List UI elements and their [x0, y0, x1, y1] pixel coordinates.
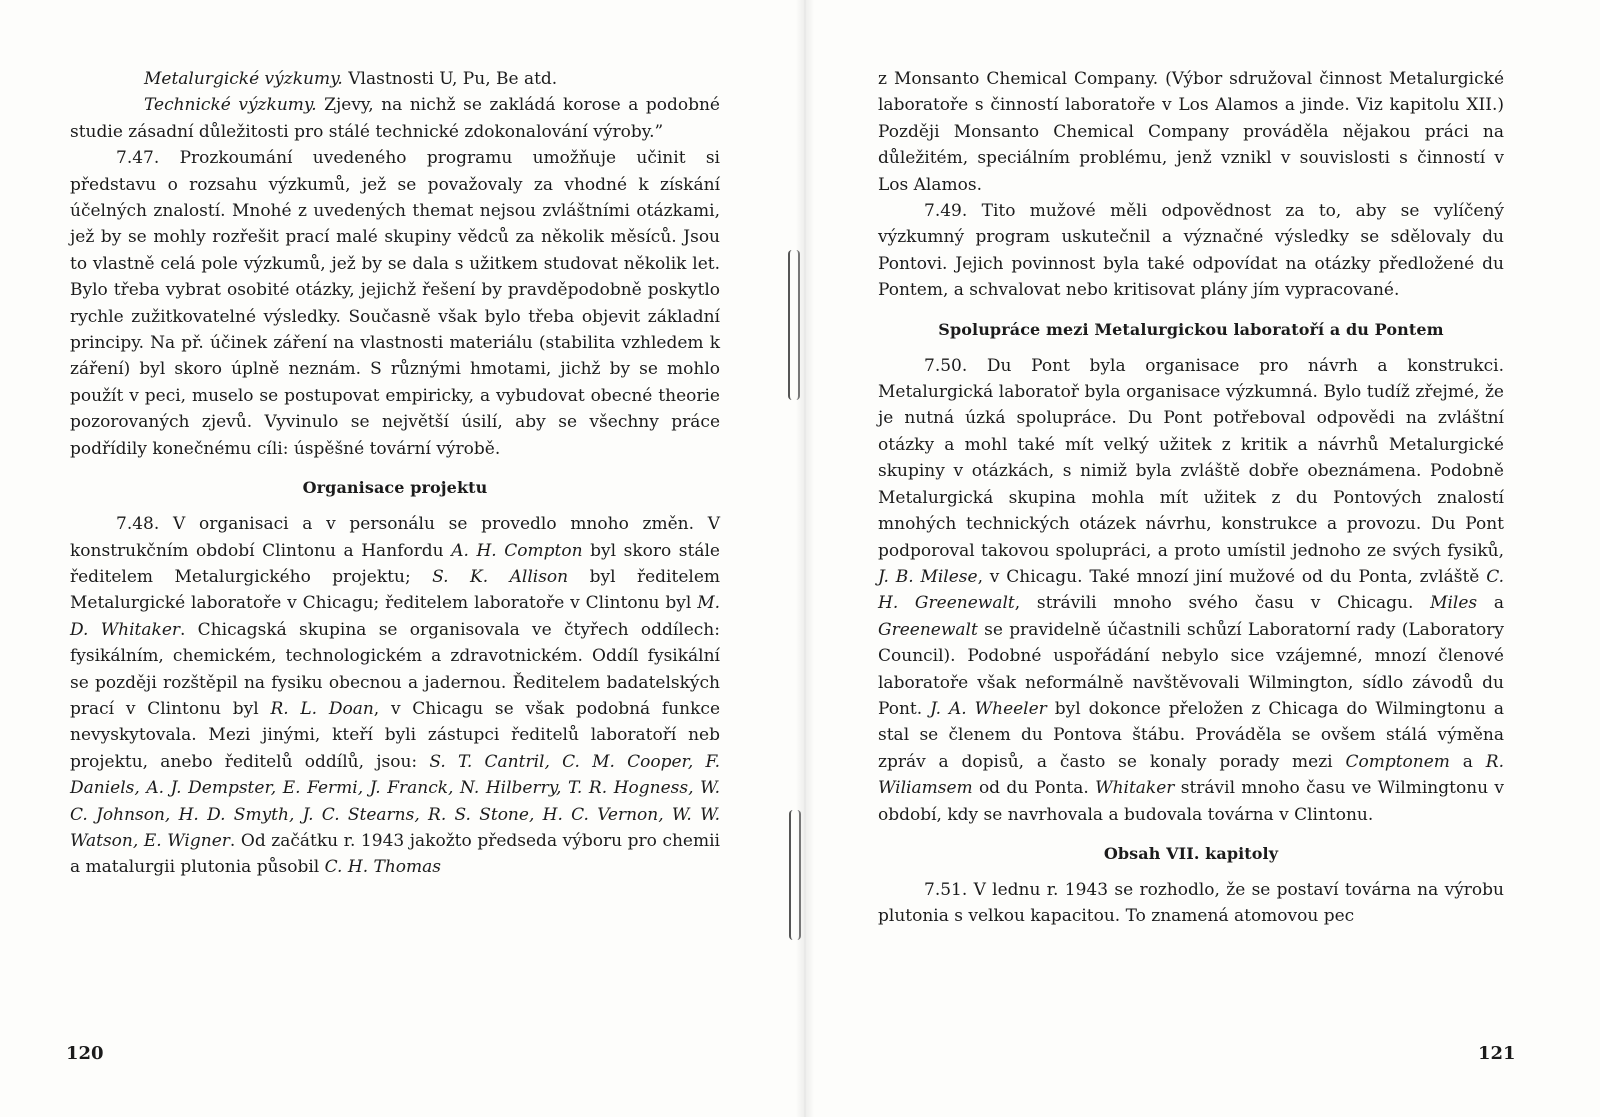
- binding-mark-upper: [788, 250, 800, 400]
- italic-run: J. B. Milese: [878, 566, 978, 587]
- paragraph: [70, 145, 720, 462]
- italic-run: Comptonem: [1345, 751, 1450, 772]
- text-run: 7.50. Du Pont byla organisace pro návrh a konstrukci. Metalurgická laboratoř byla organisace výzkumná. Bylo tudíž zřejmé, že je nutná úzká spolupráce. Du Pont potřeboval odpovědi na zvláštní otázky a mohl také mít velký užitek z kritik a návrhů Metalurgické skupiny v otázkách, s nimiž byla zvláště dobře obeznámena. Podobně Metalurgická skupina mohla mít užitek z du Pontových znalostí mnohých technických otázek návrhu, konstrukce a provozu. Du Pont podporoval takovou spolupráci, a proto umístil jednoho ze svých fysiků,: [878, 355, 1504, 561]
- paragraph: [70, 511, 720, 881]
- text-run: strávil mnoho času ve Wilmingtonu v období, kdy se navrhovala a budovala továrna v Clintonu.: [878, 778, 1504, 825]
- text-run: Zjevy, na nichž se zakládá korose a podobné studie zásadní důležitosti pro stálé technické zdokonalování výroby.”: [70, 95, 720, 142]
- italic-run: C. H. Thomas: [324, 857, 441, 878]
- italic-run: Technické výzkumy.: [144, 95, 317, 116]
- italic-run: Whitaker: [1095, 778, 1175, 799]
- paragraph: [70, 66, 720, 92]
- paragraph: [878, 353, 1504, 828]
- left-page: [70, 66, 720, 881]
- section-heading: Organisace projektu: [302, 478, 488, 498]
- text-run: 7.48. V organisaci a v personálu se provedlo mnoho změn. V konstrukčním období Clintonu a Hanfordu: [70, 514, 720, 561]
- text-run: , v Chicagu se však podobná funkce nevyskytovala. Mezi jinými, kteří byli zástupci ředitelů laboratoří neb projektu, anebo ředitelů oddílů, jsou:: [70, 698, 721, 772]
- section-heading: Obsah VII. kapitoly: [1103, 843, 1279, 863]
- text-run: od du Ponta.: [972, 778, 1096, 799]
- text-run: Vlastnosti U, Pu, Be atd.: [342, 69, 558, 89]
- text-run: a: [1477, 593, 1504, 614]
- text-run: z Monsanto Chemical Company. (Výbor sdružoval činnost Metalurgické laboratoře s činností laboratoře v Los Alamos a jinde. Viz kapitolu XII.) Později Monsanto Chemical Company prováděla nějakou práci na důležitém, speciálním problému, jenž vznikl v souvislosti s činností v Los Alamos.: [878, 69, 1504, 195]
- text-run: , strávili mnoho svého času v Chicagu.: [1014, 593, 1431, 614]
- page-number-right: 121: [1478, 1043, 1516, 1064]
- binding-mark-lower: [789, 810, 801, 940]
- right-page: [878, 66, 1504, 930]
- book-gutter: [796, 0, 814, 1117]
- text-run: byl skoro stále ředitelem Metalurgického projektu;: [70, 540, 720, 587]
- text-run: 7.47. Prozkoumání uvedeného programu umožňuje učinit si představu o rozsahu výzkumů, jež se považovaly za vhodné k získání účelných znalostí. Mnohé z uvedených themat nejsou zvláštními otázkami, jež by se mohly rozřešit prací malé skupiny vědců za několik měsíců. Jsou to vlastně celá pole výzkumů, jež by se dala s užitkem studovat několik let. Bylo třeba vybrat osobité otázky, jejichž řešení by pravděpodobně poskytlo rychle zužitkovatelné výsledky. Současně však bylo třeba objevit základní principy. Na př. účinek záření na vlastnosti materiálu (stabilita vzhledem k záření) byl skoro úplně neznám. S různými hmotami, jichž by se mohlo použít v peci, muselo se postupovat empiricky, a vybudovat obecné theorie pozorovaných zjevů. Vyvinulo se největší úsilí, aby se všechny práce podřídily konečnému cíli: úspěšné tovární výrobě.: [70, 148, 720, 459]
- italic-run: J. A. Wheeler: [930, 698, 1047, 719]
- text-run: a: [1449, 751, 1486, 772]
- text-run: byl ředitelem Metalurgické laboratoře v Chicagu; ředitelem laboratoře v Clintonu byl: [70, 566, 720, 614]
- text-run: se pravidelně účastnili schůzí Laboratorní rady (Laboratory Council). Podobné uspořádání nebylo sice vzájemné, mnozí členové laboratoře však neformálně navštěvovali Wilmington, sídlo závodů du Pont.: [878, 619, 1504, 719]
- text-run: byl dokonce přeložen z Chicaga do Wilmingtonu a stal se členem du Pontova štábu. Prováděla se ovšem stálá výměna zpráv a dopisů, a často se konaly porady mezi: [878, 698, 1504, 772]
- paragraph: [70, 92, 720, 145]
- italic-run: A. H. Compton: [451, 540, 583, 561]
- italic-run: R. L. Doan: [270, 698, 374, 719]
- text-run: . Chicagská skupina se organisovala ve čtyřech oddílech: fysikálním, chemickém, technologickém a zdravotnickém. Oddíl fysikální se později rozštěpil na fysiku obecnou a jadernou. Ředitelem badatelských prací v Clintonu byl: [70, 619, 720, 719]
- italic-run: S. T. Cantril, C. M. Cooper, F. Daniels, A. J. Dempster, E. Fermi, J. Franck, N. Hilberry, T. R. Hogness, W. C. Johnson, H. D. Smyth, J. C. Stearns, R. S. Stone, H. C. Vernon, W. W. Watson, E. Wigner: [70, 751, 720, 851]
- paragraph: [878, 877, 1504, 930]
- italic-run: Metalurgické výzkumy.: [144, 69, 343, 89]
- text-run: 7.49. Tito mužové měli odpovědnost za to, aby se vylíčený výzkumný program uskutečnil a význačné výsledky se sdělovaly du Pontovi. Jejich povinnost byla také odpovídat na otázky předložené du Pontem, a schvalovat nebo kritisovat plány jím vypracované.: [878, 201, 1504, 301]
- paragraph: [878, 66, 1504, 198]
- text-run: 7.51. V lednu r. 1943 se rozhodlo, že se postaví továrna na výrobu plutonia s velkou kapacitou. To znamená atomovou pec: [878, 879, 1504, 927]
- italic-run: C. H. Greenewalt: [878, 566, 1504, 614]
- italic-run: S. K. Allison: [432, 566, 569, 587]
- italic-run: Greenewalt: [878, 619, 978, 640]
- italic-run: M. D. Whitaker: [70, 593, 720, 640]
- text-run: , v Chicagu. Také mnozí jiní mužové od du Ponta, zvláště: [977, 566, 1487, 587]
- italic-run: R. Wiliamsem: [878, 751, 1504, 799]
- section-heading: Spolupráce mezi Metalurgickou laboratoří a du Pontem: [938, 319, 1444, 339]
- italic-run: Miles: [1430, 593, 1478, 614]
- page-number-left: 120: [66, 1043, 104, 1064]
- paragraph: [878, 198, 1504, 304]
- text-run: . Od začátku r. 1943 jakožto předseda výboru pro chemii a matalurgii plutonia působil: [70, 830, 720, 878]
